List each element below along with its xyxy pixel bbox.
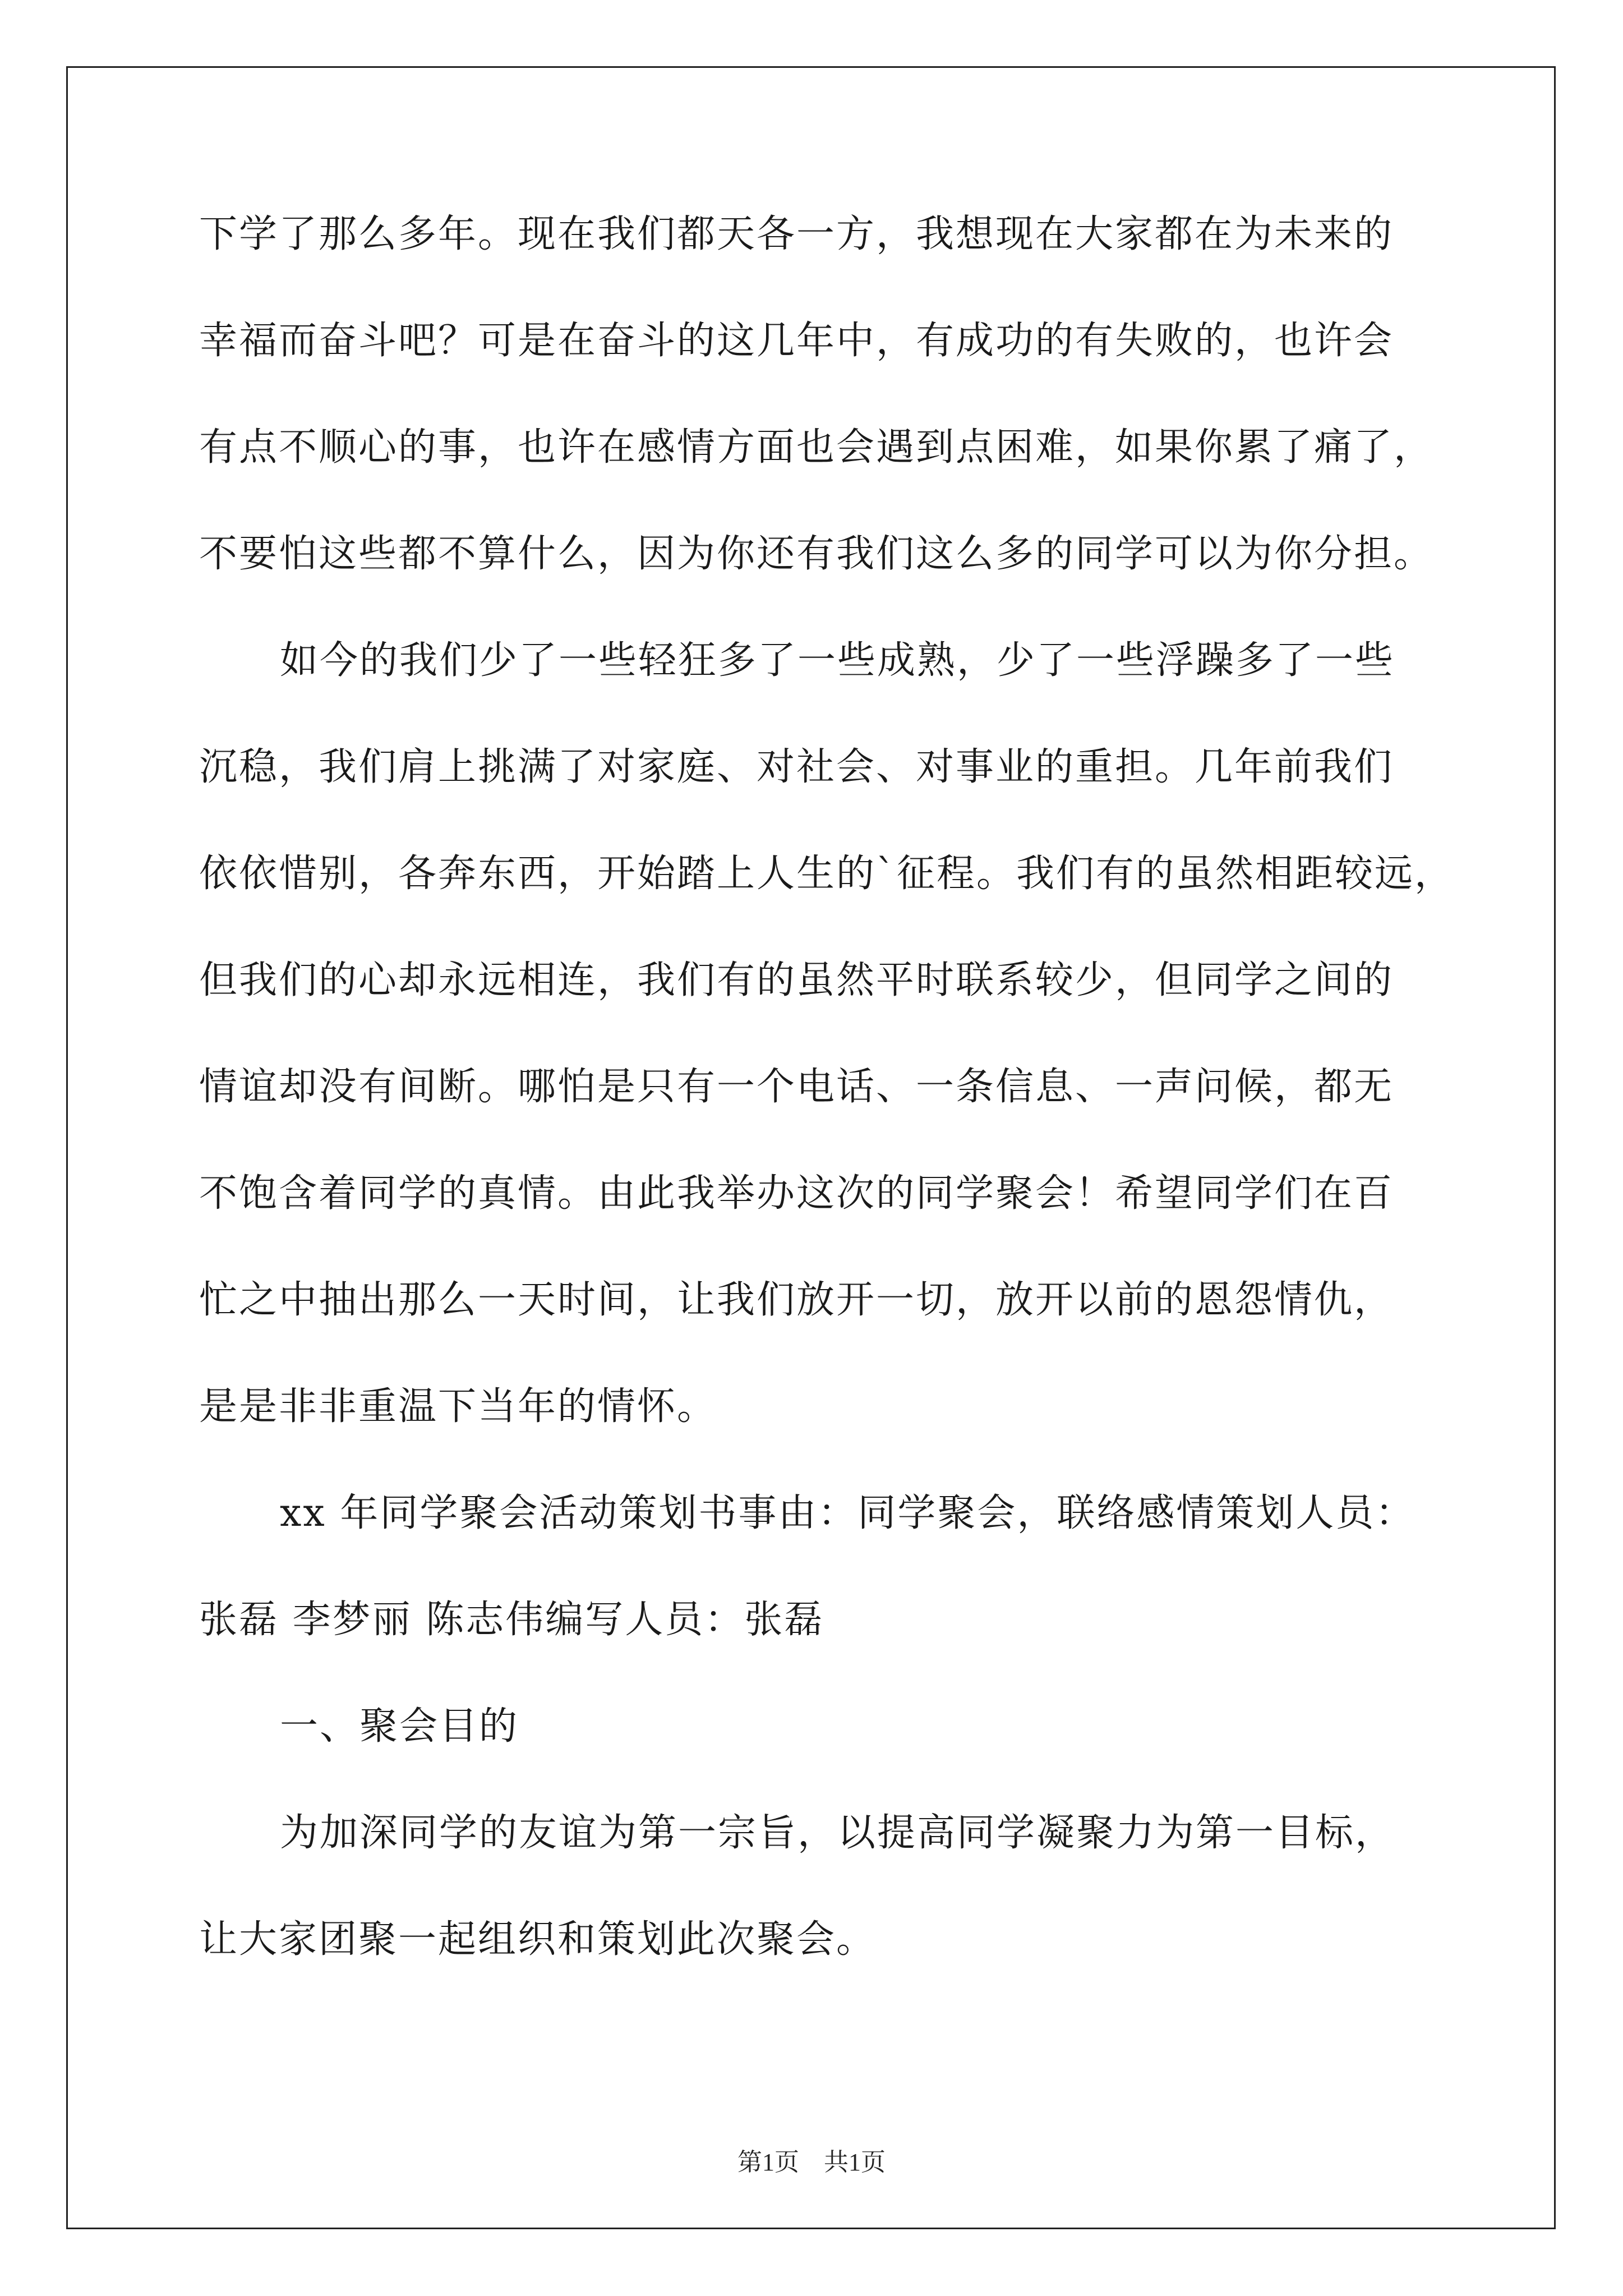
paragraph-line: 情谊却没有间断。哪怕是只有一个电话、一条信息、一声问候，都无 (199, 1065, 1394, 1109)
paragraph-line: xx 年同学聚会活动策划书事由：同学聚会，联络感情策划人员： (280, 1491, 1415, 1535)
paragraph-line: 张磊 李梦丽 陈志伟编写人员：张磊 (199, 1598, 824, 1642)
paragraph-line: 让大家团聚一起组织和策划此次聚会。 (199, 1917, 877, 1962)
paragraph-line: 不要怕这些都不算什么，因为你还有我们这么多的同学可以为你分担。 (199, 532, 1434, 576)
paragraph-line: 是是非非重温下当年的情怀。 (199, 1384, 717, 1429)
paragraph-line: 为加深同学的友谊为第一宗旨，以提高同学凝聚力为第一目标， (280, 1811, 1395, 1855)
paragraph-line: 沉稳，我们肩上挑满了对家庭、对社会、对事业的重担。几年前我们 (199, 745, 1394, 789)
paragraph-line: 有点不顺心的事，也许在感情方面也会遇到点困难，如果你累了痛了， (199, 425, 1434, 470)
paragraph-line: 忙之中抽出那么一天时间，让我们放开一切，放开以前的恩怨情仇， (199, 1278, 1394, 1322)
page-footer: 第1页 共1页 (737, 2148, 886, 2176)
paragraph-line: 如今的我们少了一些轻狂多了一些成熟，少了一些浮躁多了一些 (280, 638, 1395, 683)
paragraph-line: 幸福而奋斗吧？可是在奋斗的这几年中，有成功的有失败的，也许会 (199, 319, 1394, 363)
paragraph-line: 下学了那么多年。现在我们都天各一方，我想现在大家都在为未来的 (199, 212, 1394, 256)
paragraph-line: 依依惜别，各奔东西，开始踏上人生的`征程。我们有的虽然相距较远， (199, 852, 1455, 896)
page-border (66, 66, 1556, 2229)
paragraph-line: 不饱含着同学的真情。由此我举办这次的同学聚会！希望同学们在百 (199, 1171, 1394, 1216)
paragraph-line: 但我们的心却永远相连，我们有的虽然平时联系较少，但同学之间的 (199, 958, 1394, 1002)
section-heading: 一、聚会目的 (280, 1704, 519, 1749)
